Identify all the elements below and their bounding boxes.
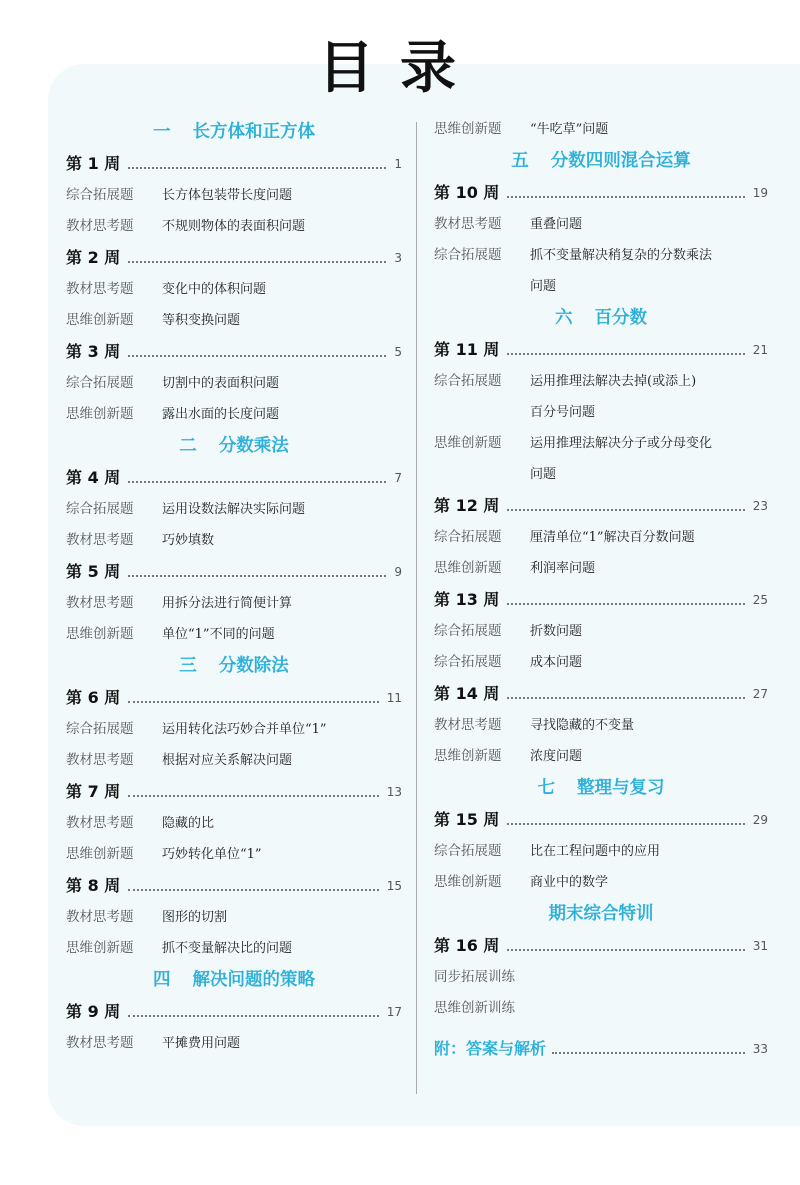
unit-number: 三 <box>179 656 197 676</box>
toc-item <box>434 710 768 741</box>
item-category: 综合拓展题 <box>434 373 502 389</box>
item-category: 教材思考题 <box>434 216 502 232</box>
item-category: 思维创新题 <box>434 560 502 576</box>
week-label: 第 1 周 <box>66 154 121 173</box>
item-topic: 问题 <box>530 467 557 482</box>
leader-dots <box>507 823 744 825</box>
item-category: 教材思考题 <box>66 1035 134 1051</box>
toc-item <box>434 240 768 271</box>
unit-heading <box>66 430 402 462</box>
item-category: 思维创新题 <box>434 435 502 451</box>
item-topic: 利润率问题 <box>530 561 596 576</box>
item-category: 教材思考题 <box>434 717 502 733</box>
week-label: 第 14 周 <box>434 684 500 703</box>
week-entry[interactable] <box>66 462 402 494</box>
page-number: 9 <box>394 565 402 579</box>
page-number: 1 <box>394 157 402 171</box>
week-entry[interactable] <box>434 334 768 366</box>
item-category: 综合拓展题 <box>434 654 502 670</box>
right-column <box>434 114 768 1066</box>
toc-item <box>66 1028 402 1059</box>
week-label: 第 2 周 <box>66 248 121 267</box>
toc-item-continued <box>434 271 768 302</box>
toc-item <box>434 836 768 867</box>
item-topic: 不规则物体的表面积问题 <box>162 219 306 234</box>
toc-item <box>434 741 768 772</box>
toc-item <box>434 867 768 898</box>
unit-name: 整理与复习 <box>577 778 665 798</box>
training-item: 思维创新训练 <box>434 1000 515 1016</box>
item-topic: 根据对应关系解决问题 <box>162 753 293 768</box>
leader-dots <box>128 1015 378 1017</box>
unit-number: 七 <box>537 778 555 798</box>
week-entry[interactable] <box>66 556 402 588</box>
week-label: 第 5 周 <box>66 562 121 581</box>
page-number: 25 <box>752 593 768 607</box>
week-entry[interactable] <box>66 996 402 1028</box>
leader-dots <box>128 889 378 891</box>
page-number: 19 <box>752 186 768 200</box>
toc-item <box>66 714 402 745</box>
unit-name: 解决问题的策略 <box>192 970 315 990</box>
page-number: 7 <box>394 471 402 485</box>
week-label: 第 8 周 <box>66 876 121 895</box>
item-category: 教材思考题 <box>66 281 134 297</box>
item-topic: 隐藏的比 <box>162 816 215 831</box>
toc-item <box>434 209 768 240</box>
unit-heading <box>66 964 402 996</box>
toc-item <box>66 933 402 964</box>
week-label: 第 13 周 <box>434 590 500 609</box>
page-number: 11 <box>386 691 402 705</box>
item-category: 综合拓展题 <box>66 187 134 203</box>
item-category: 综合拓展题 <box>434 623 502 639</box>
unit-number: 四 <box>153 970 171 990</box>
item-category: 思维创新题 <box>66 312 134 328</box>
week-entry[interactable] <box>66 870 402 902</box>
page-number: 15 <box>386 879 402 893</box>
item-topic: 浓度问题 <box>530 749 583 764</box>
item-topic: 平摊费用问题 <box>162 1036 241 1051</box>
leader-dots <box>128 481 386 483</box>
page-number: 33 <box>752 1042 768 1056</box>
week-entry[interactable] <box>66 682 402 714</box>
item-topic: 变化中的体积问题 <box>162 282 267 297</box>
item-topic: 厘清单位“1”解决百分数问题 <box>530 530 695 545</box>
week-label: 第 7 周 <box>66 782 121 801</box>
week-label: 第 16 周 <box>434 936 500 955</box>
week-entry[interactable] <box>434 584 768 616</box>
toc-item <box>66 839 402 870</box>
item-topic: 问题 <box>530 279 557 294</box>
week-entry[interactable] <box>66 242 402 274</box>
unit-heading <box>66 650 402 682</box>
toc-item <box>434 553 768 584</box>
leader-dots <box>128 795 378 797</box>
item-category: 综合拓展题 <box>434 247 502 263</box>
toc-item <box>66 180 402 211</box>
week-entry[interactable] <box>434 804 768 836</box>
item-topic: 巧妙转化单位“1” <box>162 847 262 862</box>
item-topic: 折数问题 <box>530 624 583 639</box>
leader-dots <box>128 167 386 169</box>
item-topic: 运用转化法巧妙合并单位“1” <box>162 722 327 737</box>
item-topic: 抓不变量解决稍复杂的分数乘法 <box>530 248 713 263</box>
week-label: 第 6 周 <box>66 688 121 707</box>
item-topic: 巧妙填数 <box>162 533 215 548</box>
unit-heading <box>434 145 768 177</box>
page-title: 目录 <box>318 35 482 101</box>
item-topic: 比在工程问题中的应用 <box>530 844 661 859</box>
week-label: 第 10 周 <box>434 183 500 202</box>
left-column <box>66 116 402 1059</box>
toc-item-continued <box>434 397 768 428</box>
item-category: 综合拓展题 <box>434 529 502 545</box>
unit-number: 一 <box>153 122 171 142</box>
toc-item <box>66 525 402 556</box>
item-category: 思维创新题 <box>66 940 134 956</box>
item-topic: 重叠问题 <box>530 217 583 232</box>
item-topic: 抓不变量解决比的问题 <box>162 941 293 956</box>
unit-name: 分数四则混合运算 <box>550 151 691 171</box>
unit-name: 长方体和正方体 <box>192 122 315 142</box>
item-category: 思维创新题 <box>434 748 502 764</box>
page-number: 5 <box>394 345 402 359</box>
page-number: 3 <box>394 251 402 265</box>
page-number: 31 <box>752 939 768 953</box>
toc-item <box>434 366 768 397</box>
item-category: 教材思考题 <box>66 752 134 768</box>
appendix-label: 附：答案与解析 <box>434 1039 547 1058</box>
page-number: 13 <box>386 785 402 799</box>
unit-number: 六 <box>555 308 573 328</box>
week-entry[interactable] <box>434 490 768 522</box>
leader-dots <box>552 1052 745 1054</box>
item-topic: 用拆分法进行简便计算 <box>162 596 293 611</box>
item-category: 教材思考题 <box>66 532 134 548</box>
toc-item <box>66 808 402 839</box>
item-topic: 长方体包装带长度问题 <box>162 188 293 203</box>
week-entry[interactable] <box>434 177 768 209</box>
item-category: 思维创新题 <box>434 874 502 890</box>
item-topic: 切割中的表面积问题 <box>162 376 280 391</box>
toc-item <box>434 647 768 678</box>
item-topic: 运用推理法解决去掉(或添上) <box>530 374 697 389</box>
unit-number: 五 <box>511 151 529 171</box>
toc-item <box>66 211 402 242</box>
toc-item-continued <box>434 459 768 490</box>
unit-name: 分数除法 <box>218 656 289 676</box>
toc-item <box>434 616 768 647</box>
toc-item <box>66 368 402 399</box>
item-topic: 运用设数法解决实际问题 <box>162 502 306 517</box>
leader-dots <box>507 949 744 951</box>
item-category: 教材思考题 <box>66 218 134 234</box>
item-category: 综合拓展题 <box>66 721 134 737</box>
week-label: 第 11 周 <box>434 340 500 359</box>
unit-name: 期末综合特训 <box>548 904 654 924</box>
unit-name: 百分数 <box>594 308 647 328</box>
week-entry[interactable] <box>66 776 402 808</box>
item-topic: 露出水面的长度问题 <box>162 407 280 422</box>
leader-dots <box>507 509 744 511</box>
toc-item <box>434 428 768 459</box>
unit-heading <box>66 116 402 148</box>
week-entry[interactable] <box>434 678 768 710</box>
leader-dots <box>128 355 386 357</box>
item-topic: 等积变换问题 <box>162 313 241 328</box>
item-category: 综合拓展题 <box>66 501 134 517</box>
toc-item <box>434 522 768 553</box>
item-category: 综合拓展题 <box>434 843 502 859</box>
week-entry[interactable] <box>66 336 402 368</box>
leader-dots <box>507 353 744 355</box>
week-label: 第 3 周 <box>66 342 121 361</box>
toc-item <box>66 305 402 336</box>
toc-item <box>66 619 402 650</box>
toc-item <box>66 588 402 619</box>
item-topic: 商业中的数学 <box>530 875 609 890</box>
leader-dots <box>128 261 386 263</box>
toc-item <box>66 745 402 776</box>
leader-dots <box>128 575 386 577</box>
item-category: 教材思考题 <box>66 595 134 611</box>
week-entry[interactable] <box>434 930 768 962</box>
leader-dots <box>507 196 744 198</box>
item-topic: 百分号问题 <box>530 405 596 420</box>
item-category: 教材思考题 <box>66 909 134 925</box>
item-category: 综合拓展题 <box>66 375 134 391</box>
item-category: 思维创新题 <box>434 121 502 137</box>
page-number: 23 <box>752 499 768 513</box>
final-review-heading <box>434 898 768 930</box>
toc-item <box>66 399 402 430</box>
unit-number: 二 <box>179 436 197 456</box>
week-label: 第 4 周 <box>66 468 121 487</box>
leader-dots <box>128 701 378 703</box>
item-topic: 寻找隐藏的不变量 <box>530 718 635 733</box>
page-number: 27 <box>752 687 768 701</box>
item-category: 思维创新题 <box>66 626 134 642</box>
leader-dots <box>507 697 744 699</box>
week-label: 第 9 周 <box>66 1002 121 1021</box>
appendix-entry[interactable] <box>434 1032 768 1066</box>
leader-dots <box>507 603 744 605</box>
item-category: 思维创新题 <box>66 846 134 862</box>
training-item: 同步拓展训练 <box>434 969 515 985</box>
toc-item <box>434 114 768 145</box>
item-topic: “牛吃草”问题 <box>530 122 609 137</box>
page-number: 29 <box>752 813 768 827</box>
week-entry[interactable] <box>66 148 402 180</box>
unit-name: 分数乘法 <box>218 436 289 456</box>
item-topic: 成本问题 <box>530 655 583 670</box>
column-divider <box>416 122 417 1094</box>
page-number: 17 <box>386 1005 402 1019</box>
week-label: 第 15 周 <box>434 810 500 829</box>
toc-item <box>66 274 402 305</box>
week-label: 第 12 周 <box>434 496 500 515</box>
item-topic: 单位“1”不同的问题 <box>162 627 275 642</box>
unit-heading <box>434 302 768 334</box>
page-number: 21 <box>752 343 768 357</box>
item-topic: 图形的切割 <box>162 910 228 925</box>
toc-item <box>66 494 402 525</box>
item-category: 教材思考题 <box>66 815 134 831</box>
toc-item <box>66 902 402 933</box>
item-category: 思维创新题 <box>66 406 134 422</box>
item-topic: 运用推理法解决分子或分母变化 <box>530 436 713 451</box>
unit-heading <box>434 772 768 804</box>
